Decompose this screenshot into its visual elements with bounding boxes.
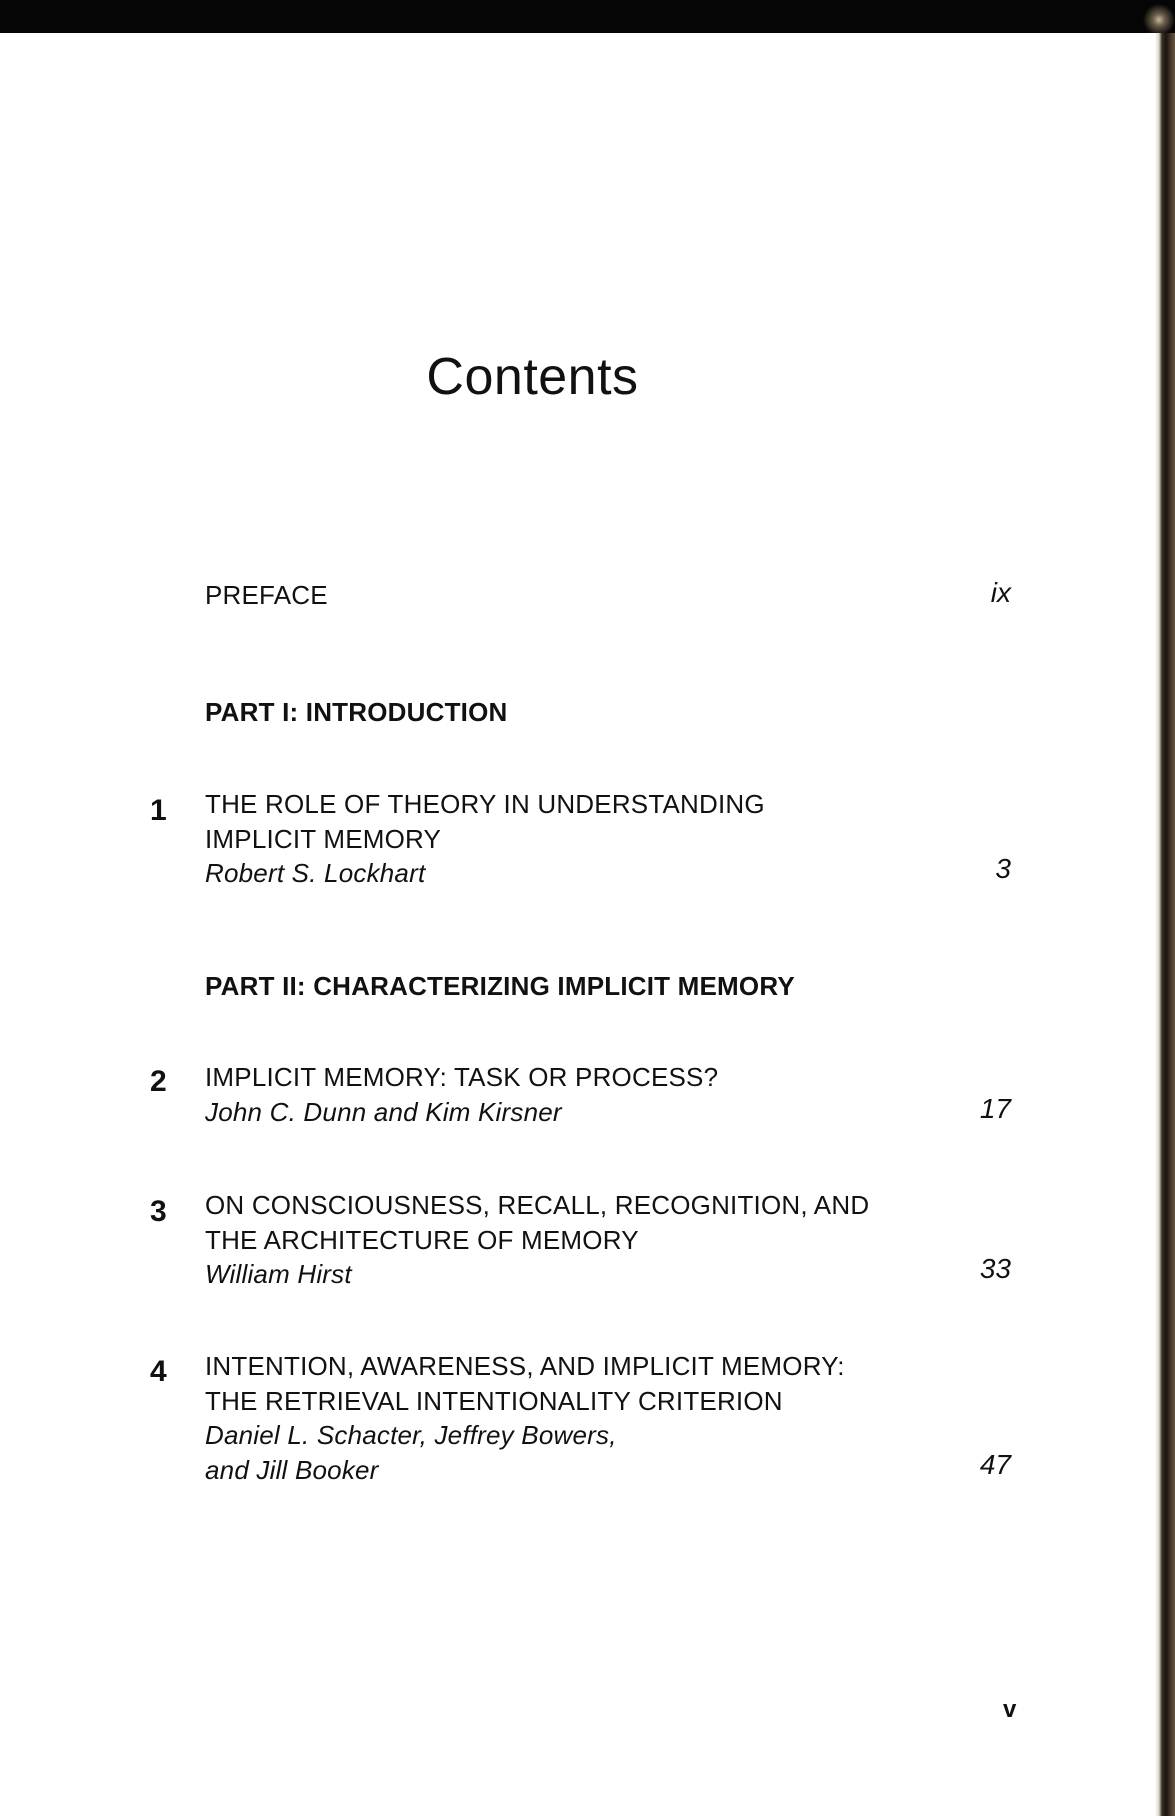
toc-entry-chapter-4	[205, 1349, 845, 1487]
chapter-title-line: THE ROLE OF THEORY IN UNDERSTANDING	[205, 789, 765, 819]
chapter-number: 4	[150, 1355, 167, 1388]
chapter-title-line: IMPLICIT MEMORY	[205, 823, 442, 854]
toc-entry-chapter-1	[205, 787, 765, 891]
chapter-page-number: 47	[979, 1449, 1011, 1480]
preface-page-number: ix	[990, 577, 1011, 608]
chapter-page-number: 17	[979, 1093, 1011, 1124]
toc-entry-chapter-2	[205, 1060, 718, 1129]
toc-entry-preface	[205, 578, 328, 613]
folio-page-number: v	[1003, 1696, 1017, 1723]
part-heading: PART II: CHARACTERIZING IMPLICIT MEMORY	[205, 971, 795, 1001]
chapter-author: Robert S. Lockhart	[205, 858, 426, 888]
chapter-page-number: 33	[979, 1253, 1011, 1284]
chapter-number: 1	[150, 794, 167, 827]
part-heading: PART I: INTRODUCTION	[205, 697, 508, 727]
chapter-title-line: IMPLICIT MEMORY: TASK OR PROCESS?	[205, 1062, 719, 1092]
chapter-author: John C. Dunn and Kim Kirsner	[205, 1096, 562, 1127]
preface-label: PREFACE	[205, 580, 328, 610]
page-title: Contents	[426, 348, 639, 406]
chapter-page-number: 3	[995, 853, 1011, 884]
chapter-author: William Hirst	[205, 1259, 352, 1289]
chapter-author: Daniel L. Schacter, Jeffrey Bowers,	[205, 1420, 617, 1450]
scan-right-edge	[1155, 33, 1175, 1816]
chapter-title-line: THE ARCHITECTURE OF MEMORY	[205, 1224, 639, 1255]
chapter-author: and Jill Booker	[205, 1454, 379, 1485]
chapter-title-line: THE RETRIEVAL INTENTIONALITY CRITERION	[205, 1385, 783, 1416]
chapter-number: 2	[150, 1065, 167, 1098]
chapter-title-line: ON CONSCIOUSNESS, RECALL, RECOGNITION, AND	[205, 1190, 870, 1220]
chapter-number: 3	[150, 1195, 167, 1228]
scan-corner-artifact	[1135, 0, 1175, 33]
scan-top-border	[0, 0, 1175, 33]
chapter-title-line: INTENTION, AWARENESS, AND IMPLICIT MEMORY:	[205, 1351, 845, 1381]
toc-entry-chapter-3	[205, 1188, 869, 1292]
